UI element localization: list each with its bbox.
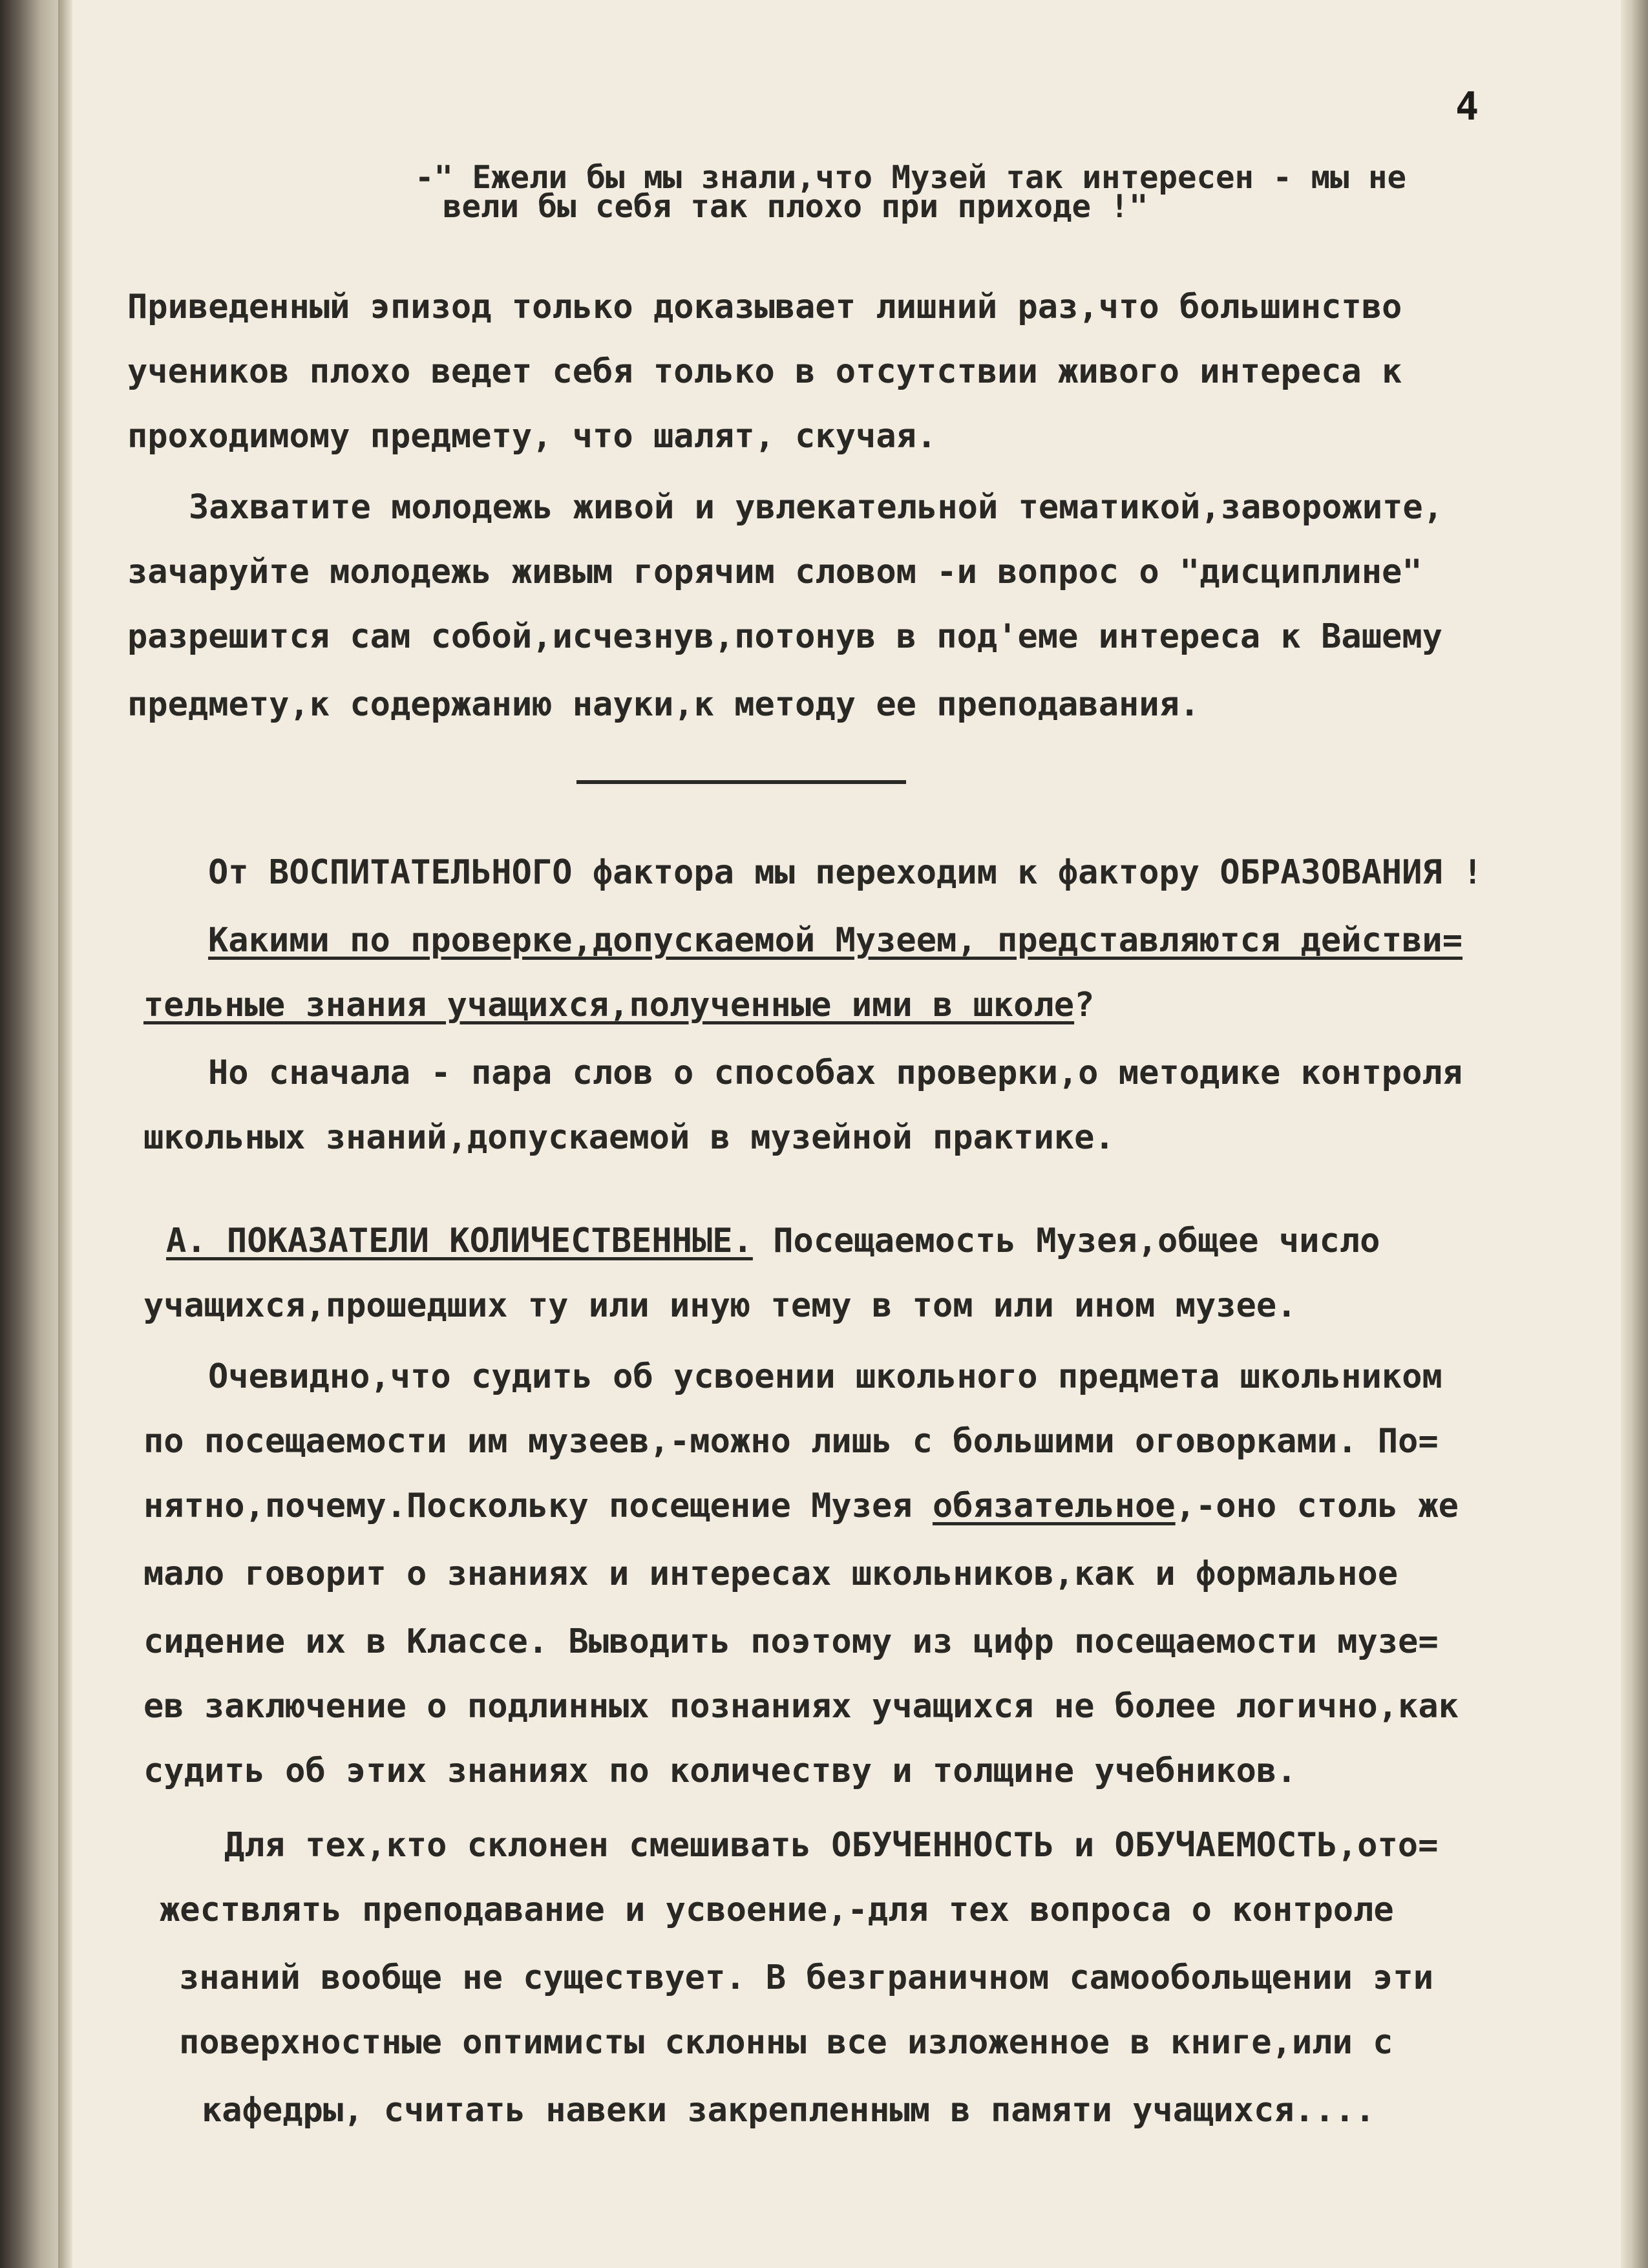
paragraph-6-line-2: жествлять преподавание и усвоение,-для тех вопроса о контроле [160, 1891, 1394, 1929]
section-a-line-1 [166, 1222, 1380, 1260]
paragraph-5-line-7: судить об этих знаниях по количеству и толщине учебников. [143, 1752, 1297, 1790]
paragraph-5-line-2: по посещаемости им музеев,-можно лишь с большими оговорками. По= [143, 1422, 1439, 1461]
paragraph-5-line-1: Очевидно,что судить об усвоении школьного предмета школьником [208, 1357, 1442, 1396]
quote-line-2: вели бы себя так плохо при приходе !" [443, 188, 1148, 225]
paragraph-3-line-3-end: ? [1074, 986, 1095, 1024]
paragraph-5-line-5: сидение их в Классе. Выводить поэтому из цифр посещаемости музе= [143, 1622, 1439, 1661]
paragraph-6-line-4: поверхностные оптимисты склонны все изложенное в книге,или с [179, 2023, 1393, 2062]
paragraph-5-line-6: ев заключение о подлинных познаниях учащихся не более логично,как [143, 1687, 1459, 1726]
paragraph-2-line-1: Захватите молодежь живой и увлекательной тематикой,заворожите, [189, 488, 1444, 527]
paragraph-6-line-5: кафедры, считать навеки закрепленным в памяти учащихся.... [202, 2091, 1375, 2130]
paragraph-4-line-1: Но сначала - пара слов о способах проверки,о методике контроля [208, 1054, 1463, 1092]
obligatory-underlined: обязательное [932, 1487, 1176, 1525]
paragraph-5-line-4: мало говорит о знаниях и интересах школьников,как и формальное [143, 1554, 1399, 1593]
paragraph-5-line-3-end: ,-оно столь же [1175, 1487, 1459, 1525]
section-a-rest: Посещаемость Музея,общее число [752, 1222, 1380, 1260]
paragraph-6-line-3: знаний вообще не существует. В безграничном самообольщении эти [179, 1958, 1434, 1997]
section-a-line-2: учащихся,прошедших ту или иную тему в том или ином музее. [143, 1286, 1297, 1325]
paragraph-2-line-2: зачаруйте молодежь живым горячим словом -и вопрос о "дисциплине" [127, 553, 1422, 591]
paragraph-4-line-2: школьных знаний,допускаемой в музейной практике. [143, 1118, 1115, 1157]
paragraph-3-line-3 [143, 986, 1094, 1024]
page-number: 4 [1455, 84, 1479, 129]
section-a-heading: А. ПОКАЗАТЕЛИ КОЛИЧЕСТВЕННЫЕ. [166, 1222, 753, 1260]
paragraph-2-line-4: предмету,к содержанию науки,к методу ее преподавания. [127, 685, 1200, 724]
page-edge-shadow [1621, 0, 1648, 2268]
paragraph-2-line-3: разрешится сам собой,исчезнув,потонув в под'еме интереса к Вашему [127, 617, 1442, 656]
paragraph-6-line-1: Для тех,кто склонен смешивать ОБУЧЕННОСТЬ и ОБУЧАЕМОСТЬ,ото= [224, 1826, 1439, 1865]
paragraph-3-line-2: Какими по проверке,допускаемой Музеем, представляются действи= [208, 921, 1463, 960]
book-binding [0, 0, 58, 2268]
paragraph-1-line-2: учеников плохо ведет себя только в отсутствии живого интереса к [127, 352, 1402, 391]
quote-line-1: -" Ежели бы мы знали,что Музей так интересен - мы не [415, 159, 1407, 196]
paragraph-5-line-3-start: нятно,почему.Поскольку посещение Музея [143, 1487, 933, 1525]
document-page [72, 0, 1621, 2268]
paragraph-1-line-1: Приведенный эпизод только доказывает лишний раз,что большинство [127, 288, 1402, 326]
binding-shadow [58, 0, 72, 2268]
paragraph-1-line-3: проходимому предмету, что шалят, скучая. [127, 417, 937, 456]
paragraph-5-line-3 [143, 1487, 1459, 1525]
paragraph-3-line-3-underlined: тельные знания учащихся,полученные ими в школе [143, 986, 1075, 1024]
paragraph-3-line-1: От ВОСПИТАТЕЛЬНОГО фактора мы переходим к фактору ОБРАЗОВАНИЯ ! [208, 853, 1483, 892]
section-divider [576, 780, 906, 784]
